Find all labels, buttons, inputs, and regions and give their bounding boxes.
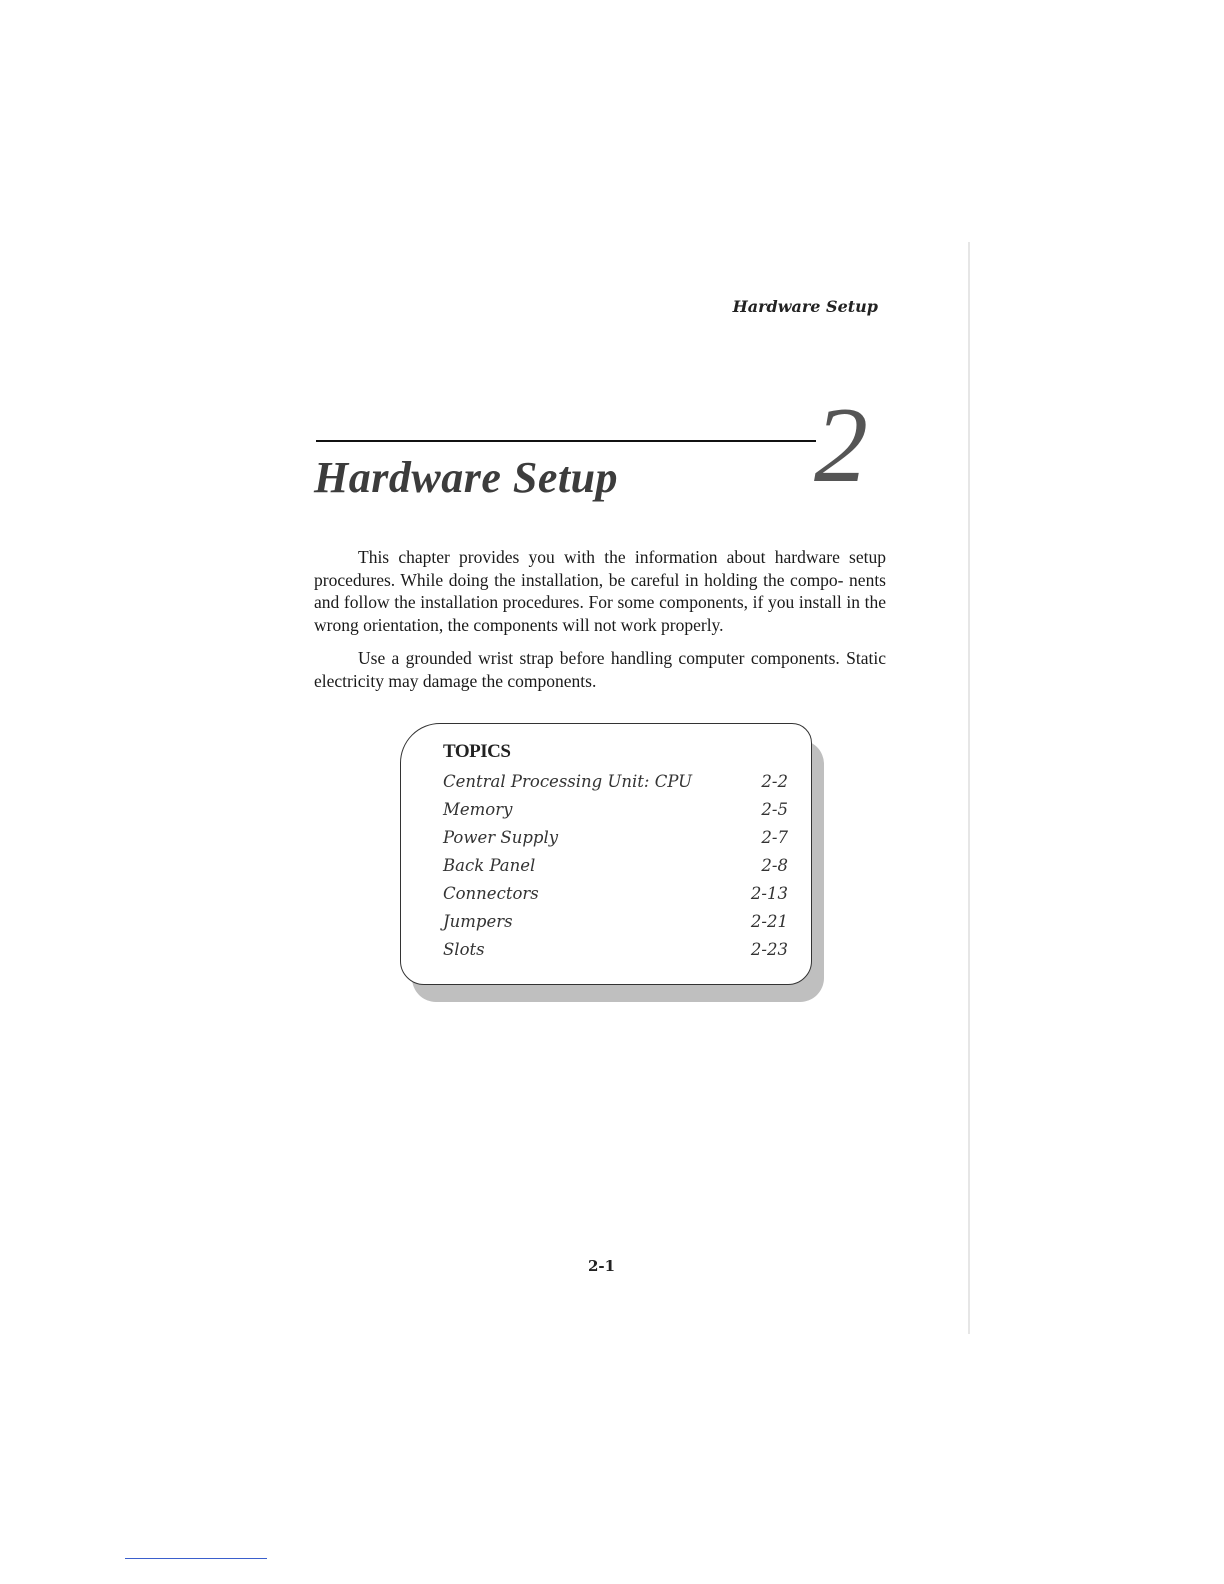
topic-item-slots[interactable] (443, 938, 788, 966)
topic-page: 2-2 (761, 772, 788, 791)
topic-label: Connectors (443, 884, 539, 903)
topic-page: 2-8 (761, 856, 788, 875)
chapter-intro (314, 546, 886, 703)
running-header: Hardware Setup (732, 297, 878, 316)
chapter-title: Hardware Setup (314, 453, 619, 502)
topic-item-back-panel[interactable] (443, 854, 788, 882)
footnote-rule (125, 1558, 267, 1559)
topic-label: Back Panel (443, 856, 536, 875)
topic-page: 2-7 (761, 828, 788, 847)
chapter-title-rule (316, 440, 816, 442)
topic-item-connectors[interactable] (443, 882, 788, 910)
intro-paragraph: This chapter provides you with the information about hardware setup procedures. While doing the installation, be careful in holding the compo- nents and follow the installation procedures. For some components, if you install in the wrong orientation, the components will not work properly. (314, 547, 886, 635)
chapter-number: 2 (814, 386, 868, 505)
topic-page: 2-13 (750, 884, 788, 903)
topic-label: Jumpers (443, 912, 513, 931)
topic-item-power-supply[interactable] (443, 826, 788, 854)
topic-label: Central Processing Unit: CPU (443, 772, 693, 791)
topic-item-cpu[interactable] (443, 770, 788, 798)
topics-box (400, 723, 812, 985)
topic-page: 2-23 (750, 940, 788, 959)
topic-page: 2-21 (750, 912, 788, 931)
intro-paragraph: Use a grounded wrist strap before handling computer components. Static electricity may damage the components. (314, 648, 886, 691)
topic-label: Power Supply (443, 828, 559, 847)
page-edge-rule (968, 242, 970, 1334)
topics-heading: TOPICS (443, 741, 511, 762)
topic-list (443, 770, 788, 966)
topic-page: 2-5 (761, 800, 788, 819)
topic-item-memory[interactable] (443, 798, 788, 826)
topic-item-jumpers[interactable] (443, 910, 788, 938)
topic-label: Memory (443, 800, 513, 819)
page-number: 2-1 (588, 1257, 616, 1275)
topic-label: Slots (443, 940, 485, 959)
